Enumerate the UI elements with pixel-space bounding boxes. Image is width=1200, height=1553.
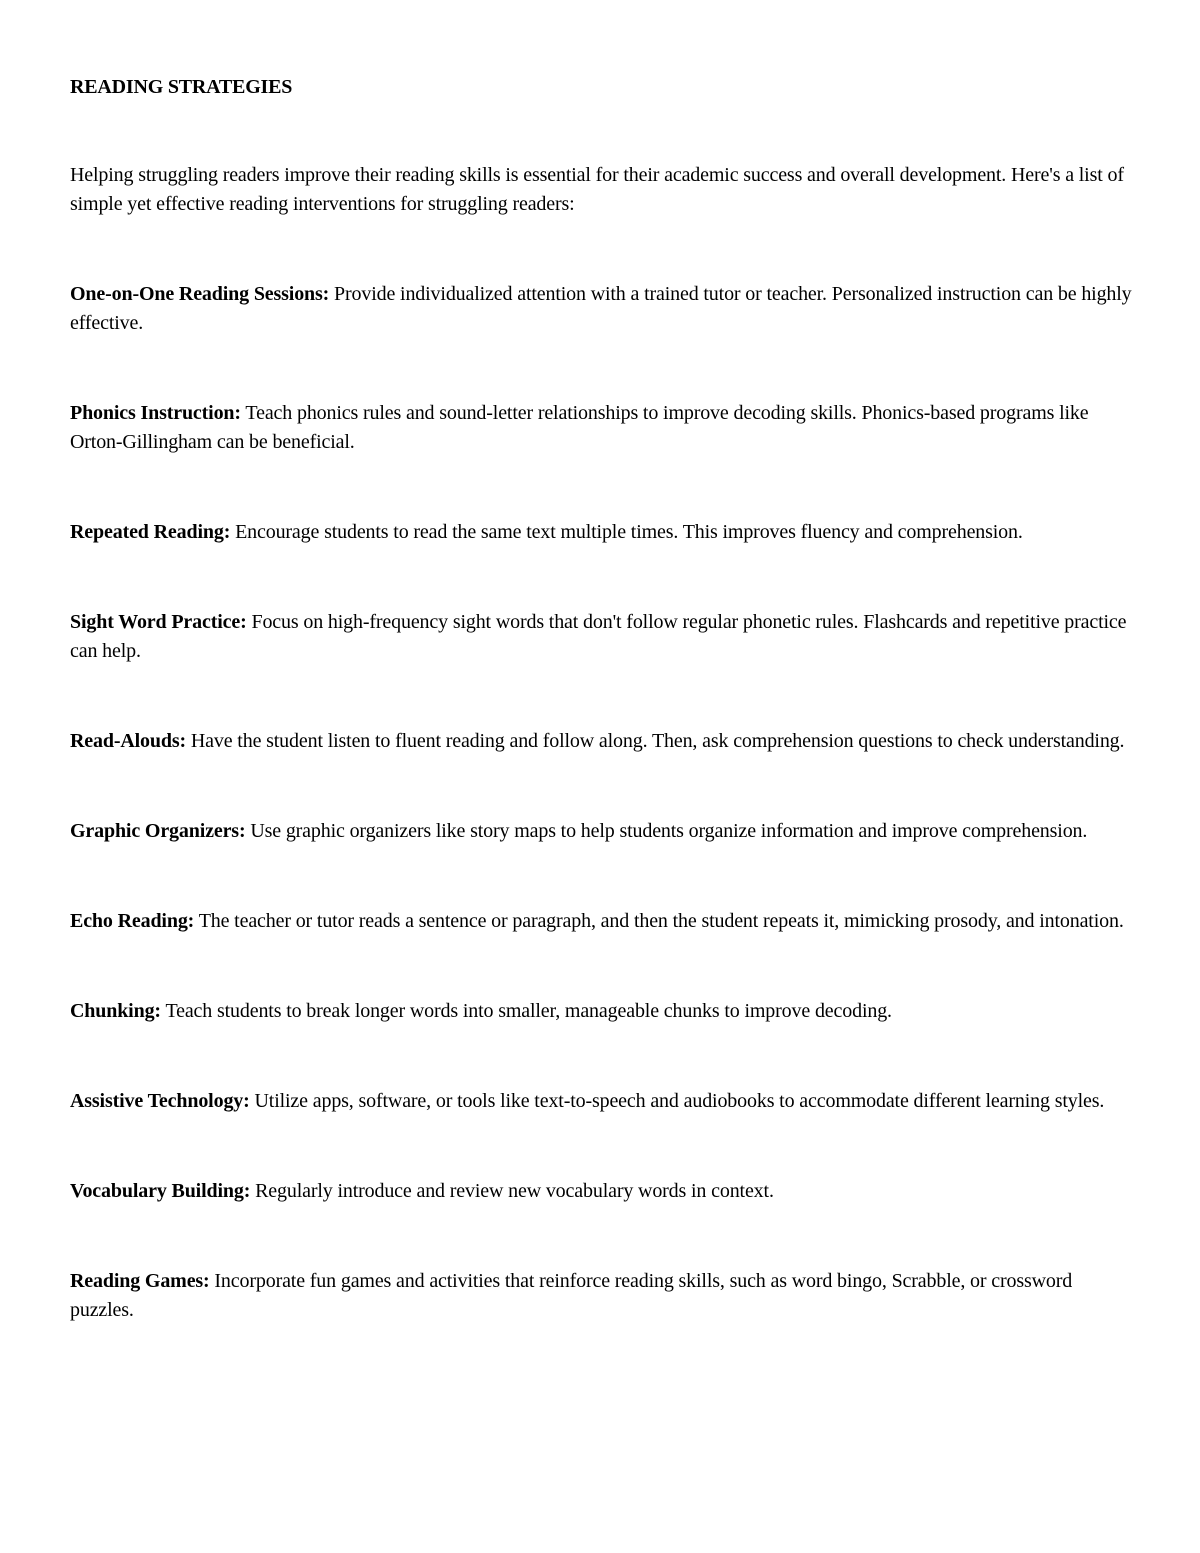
strategy-item-chunking [70, 997, 1140, 1026]
strategy-description: Have the student listen to fluent reading and follow along. Then, ask comprehension questions to check understanding. [190, 730, 1125, 752]
strategy-description: Focus on high-frequency sight words that don't follow regular phonetic rules. Flashcards and repetitive practice can help. [70, 611, 1127, 662]
document-title: READING STRATEGIES [70, 76, 293, 98]
strategy-term: Chunking: [70, 1000, 161, 1022]
strategy-term: Sight Word Practice: [70, 611, 247, 633]
strategy-item-repeated-reading [70, 518, 1140, 547]
strategy-term: One-on-One Reading Sessions: [70, 283, 330, 305]
strategy-description: Encourage students to read the same text multiple times. This improves fluency and comprehension. [235, 521, 1023, 543]
strategy-description: Provide individualized attention with a trained tutor or teacher. Personalized instruction can be highly effective. [70, 283, 1132, 334]
strategy-item-reading-games [70, 1267, 1140, 1325]
strategy-item-echo-reading [70, 907, 1140, 936]
strategy-description: The teacher or tutor reads a sentence or paragraph, and then the student repeats it, mimicking prosody, and intonation. [198, 910, 1124, 932]
strategy-term: Echo Reading: [70, 910, 195, 932]
strategy-term: Repeated Reading: [70, 521, 231, 543]
intro-paragraph: Helping struggling readers improve their reading skills is essential for their academic success and overall development. Here's a list of simple yet effective reading interventions for struggling readers: [70, 164, 1124, 215]
strategy-term: Vocabulary Building: [70, 1180, 251, 1202]
strategy-item-assistive-technology [70, 1087, 1140, 1116]
strategy-term: Assistive Technology: [70, 1090, 250, 1112]
strategy-description: Utilize apps, software, or tools like text-to-speech and audiobooks to accommodate different learning styles. [254, 1090, 1105, 1112]
strategy-description: Teach phonics rules and sound-letter relationships to improve decoding skills. Phonics-based programs like Orton-Gillingham can be beneficial. [70, 402, 1089, 453]
strategy-term: Phonics Instruction: [70, 402, 241, 424]
strategy-term: Graphic Organizers: [70, 820, 246, 842]
strategy-item-one-on-one [70, 280, 1140, 338]
strategy-item-sight-word [70, 608, 1140, 666]
strategy-item-graphic-organizers [70, 817, 1140, 846]
strategy-description: Use graphic organizers like story maps to help students organize information and improve comprehension. [250, 820, 1088, 842]
strategy-term: Read-Alouds: [70, 730, 186, 752]
strategy-term: Reading Games: [70, 1270, 210, 1292]
strategy-description: Incorporate fun games and activities that reinforce reading skills, such as word bingo, Scrabble, or crossword puzzles. [70, 1270, 1073, 1321]
document-page [70, 74, 1140, 1386]
strategy-item-vocabulary-building [70, 1177, 1140, 1206]
strategy-description: Teach students to break longer words into smaller, manageable chunks to improve decoding. [165, 1000, 892, 1022]
strategy-item-read-alouds [70, 727, 1140, 756]
strategy-item-phonics [70, 399, 1140, 457]
strategy-list [70, 280, 1140, 1325]
strategy-description: Regularly introduce and review new vocabulary words in context. [255, 1180, 774, 1202]
